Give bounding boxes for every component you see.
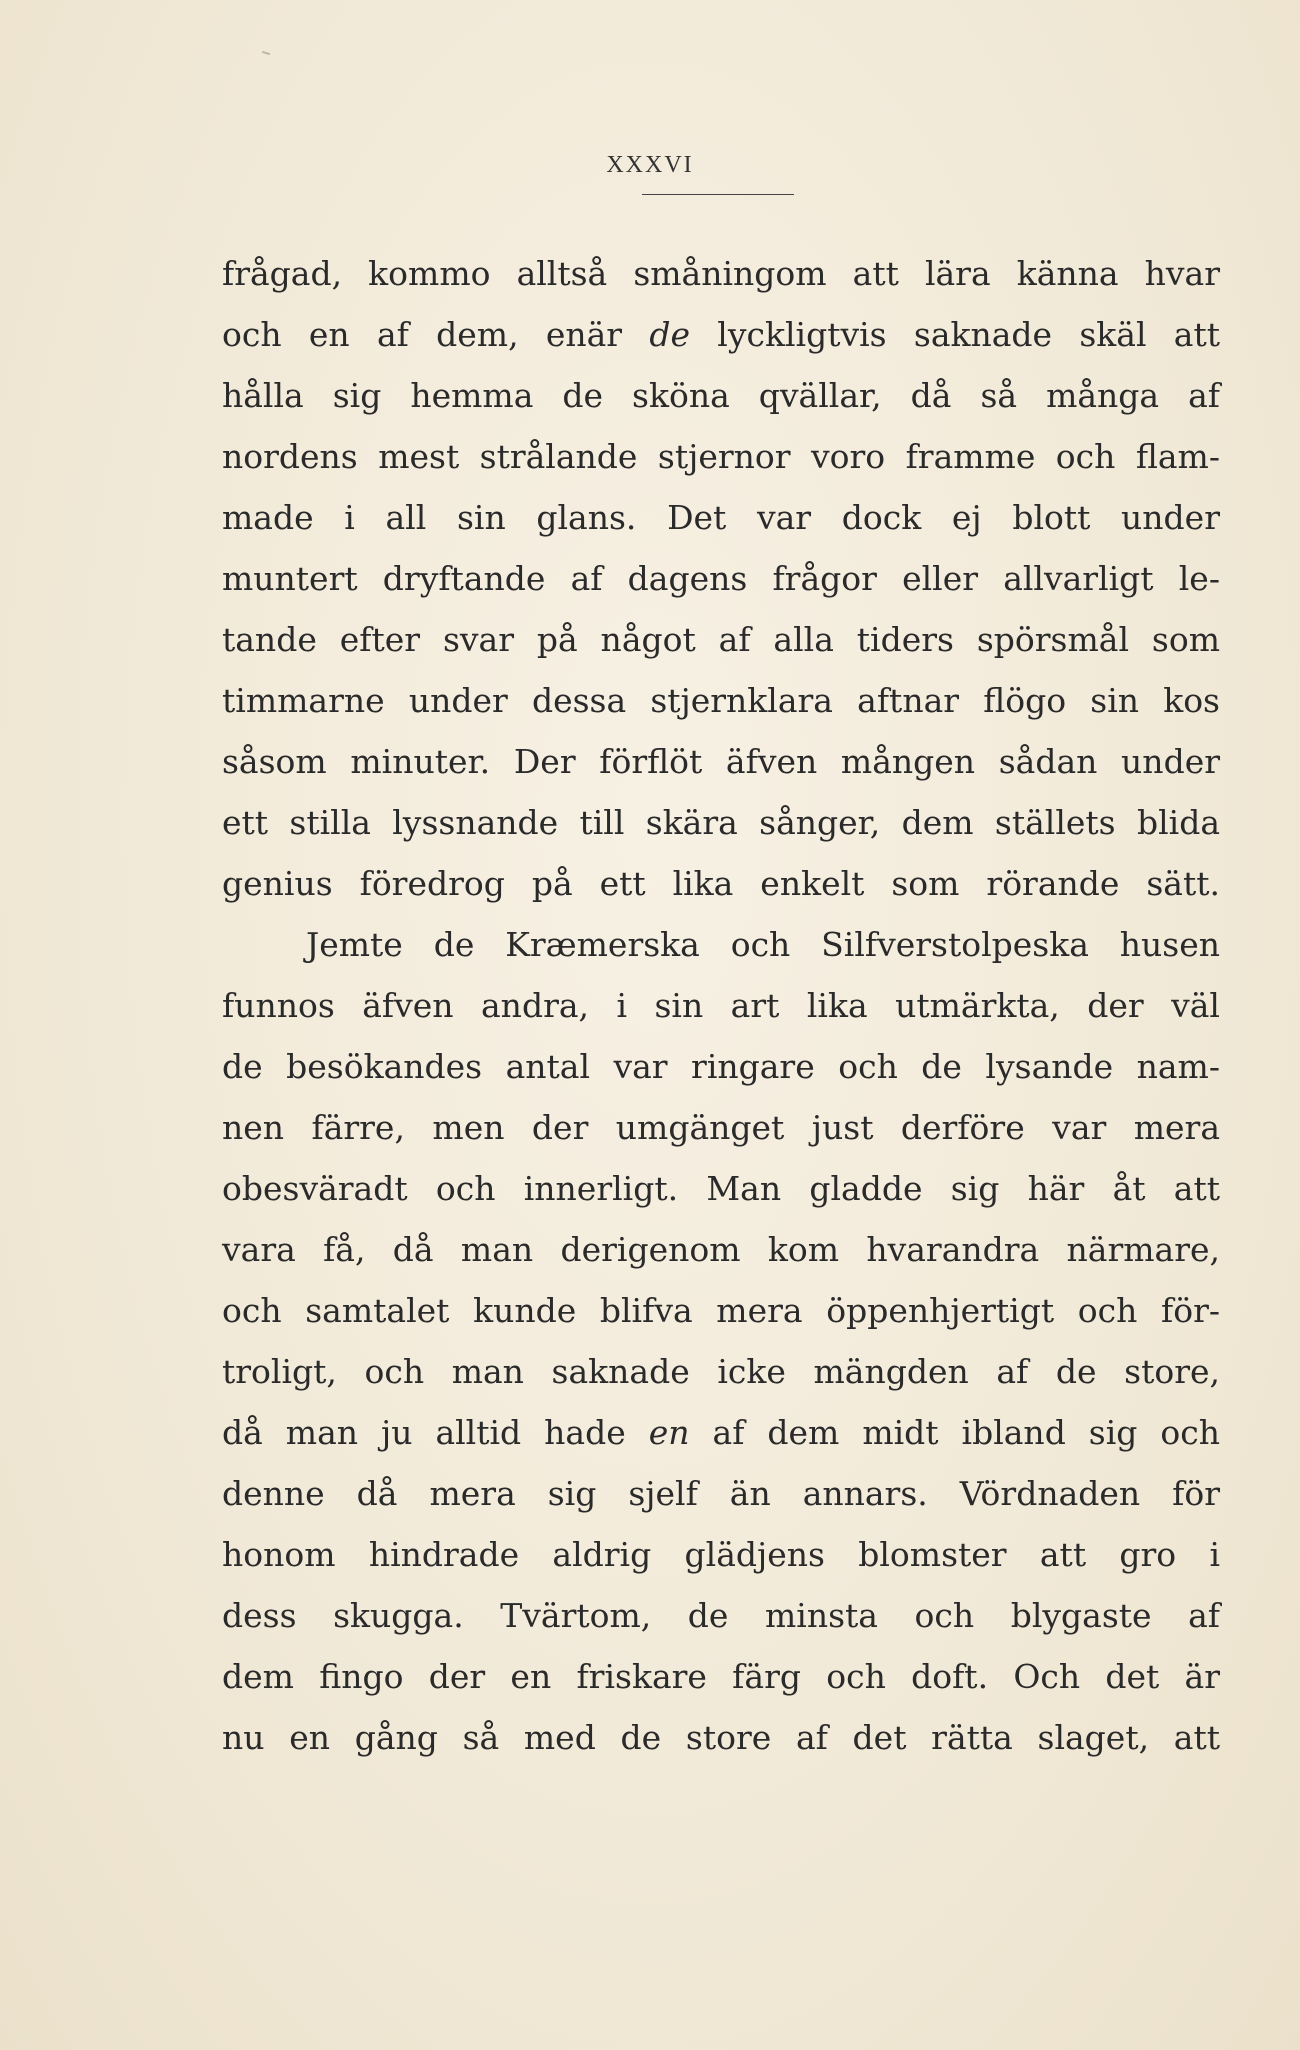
text-segment: då man ju alltid hade: [222, 1413, 649, 1452]
text-segment: dem fingo der en friskare färg och doft. Och det är: [222, 1657, 1220, 1696]
paper-speck: [262, 51, 270, 55]
text-segment: nen färre, men der umgänget just derföre var mera: [222, 1108, 1220, 1147]
text-line: [222, 1646, 1220, 1707]
paragraph: [222, 914, 1220, 1768]
text-segment: vara få, då man derigenom kom hvarandra närmare,: [222, 1230, 1220, 1269]
page-number: XXXVI: [606, 152, 694, 178]
text-line: [222, 304, 1220, 365]
text-line: [222, 670, 1220, 731]
paragraph: [222, 243, 1220, 914]
text-line: [222, 1341, 1220, 1402]
text-line: [222, 1524, 1220, 1585]
text-segment: frågad, kommo alltså småningom att lära känna hvar: [222, 254, 1220, 293]
text-segment: hålla sig hemma de sköna qvällar, då så många af: [222, 376, 1220, 415]
text-line: [222, 487, 1220, 548]
text-segment: obesväradt och innerligt. Man gladde sig här åt att: [222, 1169, 1220, 1208]
page-header: [0, 152, 1300, 179]
body-text: [222, 243, 1220, 1768]
text-line: [222, 426, 1220, 487]
text-line: [222, 731, 1220, 792]
text-segment: timmarne under dessa stjernklara aftnar flögo sin kos: [222, 681, 1220, 720]
text-line: [222, 914, 1220, 975]
text-segment: Jemte de Kræmerska och Silfverstolpeska husen: [306, 925, 1220, 964]
text-segment: funnos äfven andra, i sin art lika utmärkta, der väl: [222, 986, 1220, 1025]
text-segment: nu en gång så med de store af det rätta slaget, att: [222, 1718, 1220, 1757]
text-line: [222, 1463, 1220, 1524]
text-segment: och en af dem, enär: [222, 315, 650, 354]
text-segment: lyckligtvis saknade skäl att: [690, 315, 1220, 354]
text-line: [222, 548, 1220, 609]
header-rule: [642, 194, 794, 195]
text-line: [222, 1219, 1220, 1280]
text-segment: honom hindrade aldrig glädjens blomster att gro i: [222, 1535, 1220, 1574]
text-line: [222, 975, 1220, 1036]
text-segment: de besökandes antal var ringare och de lysande nam-: [222, 1047, 1220, 1086]
text-line: [222, 853, 1220, 914]
text-segment: tande efter svar på något af alla tiders spörsmål som: [222, 620, 1220, 659]
text-segment: och samtalet kunde blifva mera öppenhjertigt och för-: [222, 1291, 1220, 1330]
text-line: [222, 1158, 1220, 1219]
text-line: [222, 1402, 1220, 1463]
text-segment: af dem midt ibland sig och: [689, 1413, 1220, 1452]
text-line: [222, 365, 1220, 426]
text-line: [222, 1707, 1220, 1768]
italic-word: de: [649, 315, 691, 354]
text-segment: made i all sin glans. Det var dock ej blott under: [222, 498, 1220, 537]
text-segment: nordens mest strålande stjernor voro framme och flam-: [222, 437, 1220, 476]
text-segment: dess skugga. Tvärtom, de minsta och blygaste af: [222, 1596, 1220, 1635]
text-line: [222, 1585, 1220, 1646]
text-line: [222, 609, 1220, 670]
italic-word: en: [648, 1413, 690, 1452]
text-line: [222, 792, 1220, 853]
text-segment: ett stilla lyssnande till skära sånger, dem ställets blida: [222, 803, 1220, 842]
text-segment: genius föredrog på ett lika enkelt som rörande sätt.: [222, 864, 1220, 903]
text-line: [222, 1036, 1220, 1097]
text-segment: muntert dryftande af dagens frågor eller allvarligt le-: [222, 559, 1220, 598]
text-line: [222, 243, 1220, 304]
text-line: [222, 1280, 1220, 1341]
text-segment: såsom minuter. Der förflöt äfven mången sådan under: [222, 742, 1220, 781]
text-segment: denne då mera sig sjelf än annars. Vördnaden för: [222, 1474, 1220, 1513]
text-line: [222, 1097, 1220, 1158]
text-segment: troligt, och man saknade icke mängden af de store,: [222, 1352, 1220, 1391]
